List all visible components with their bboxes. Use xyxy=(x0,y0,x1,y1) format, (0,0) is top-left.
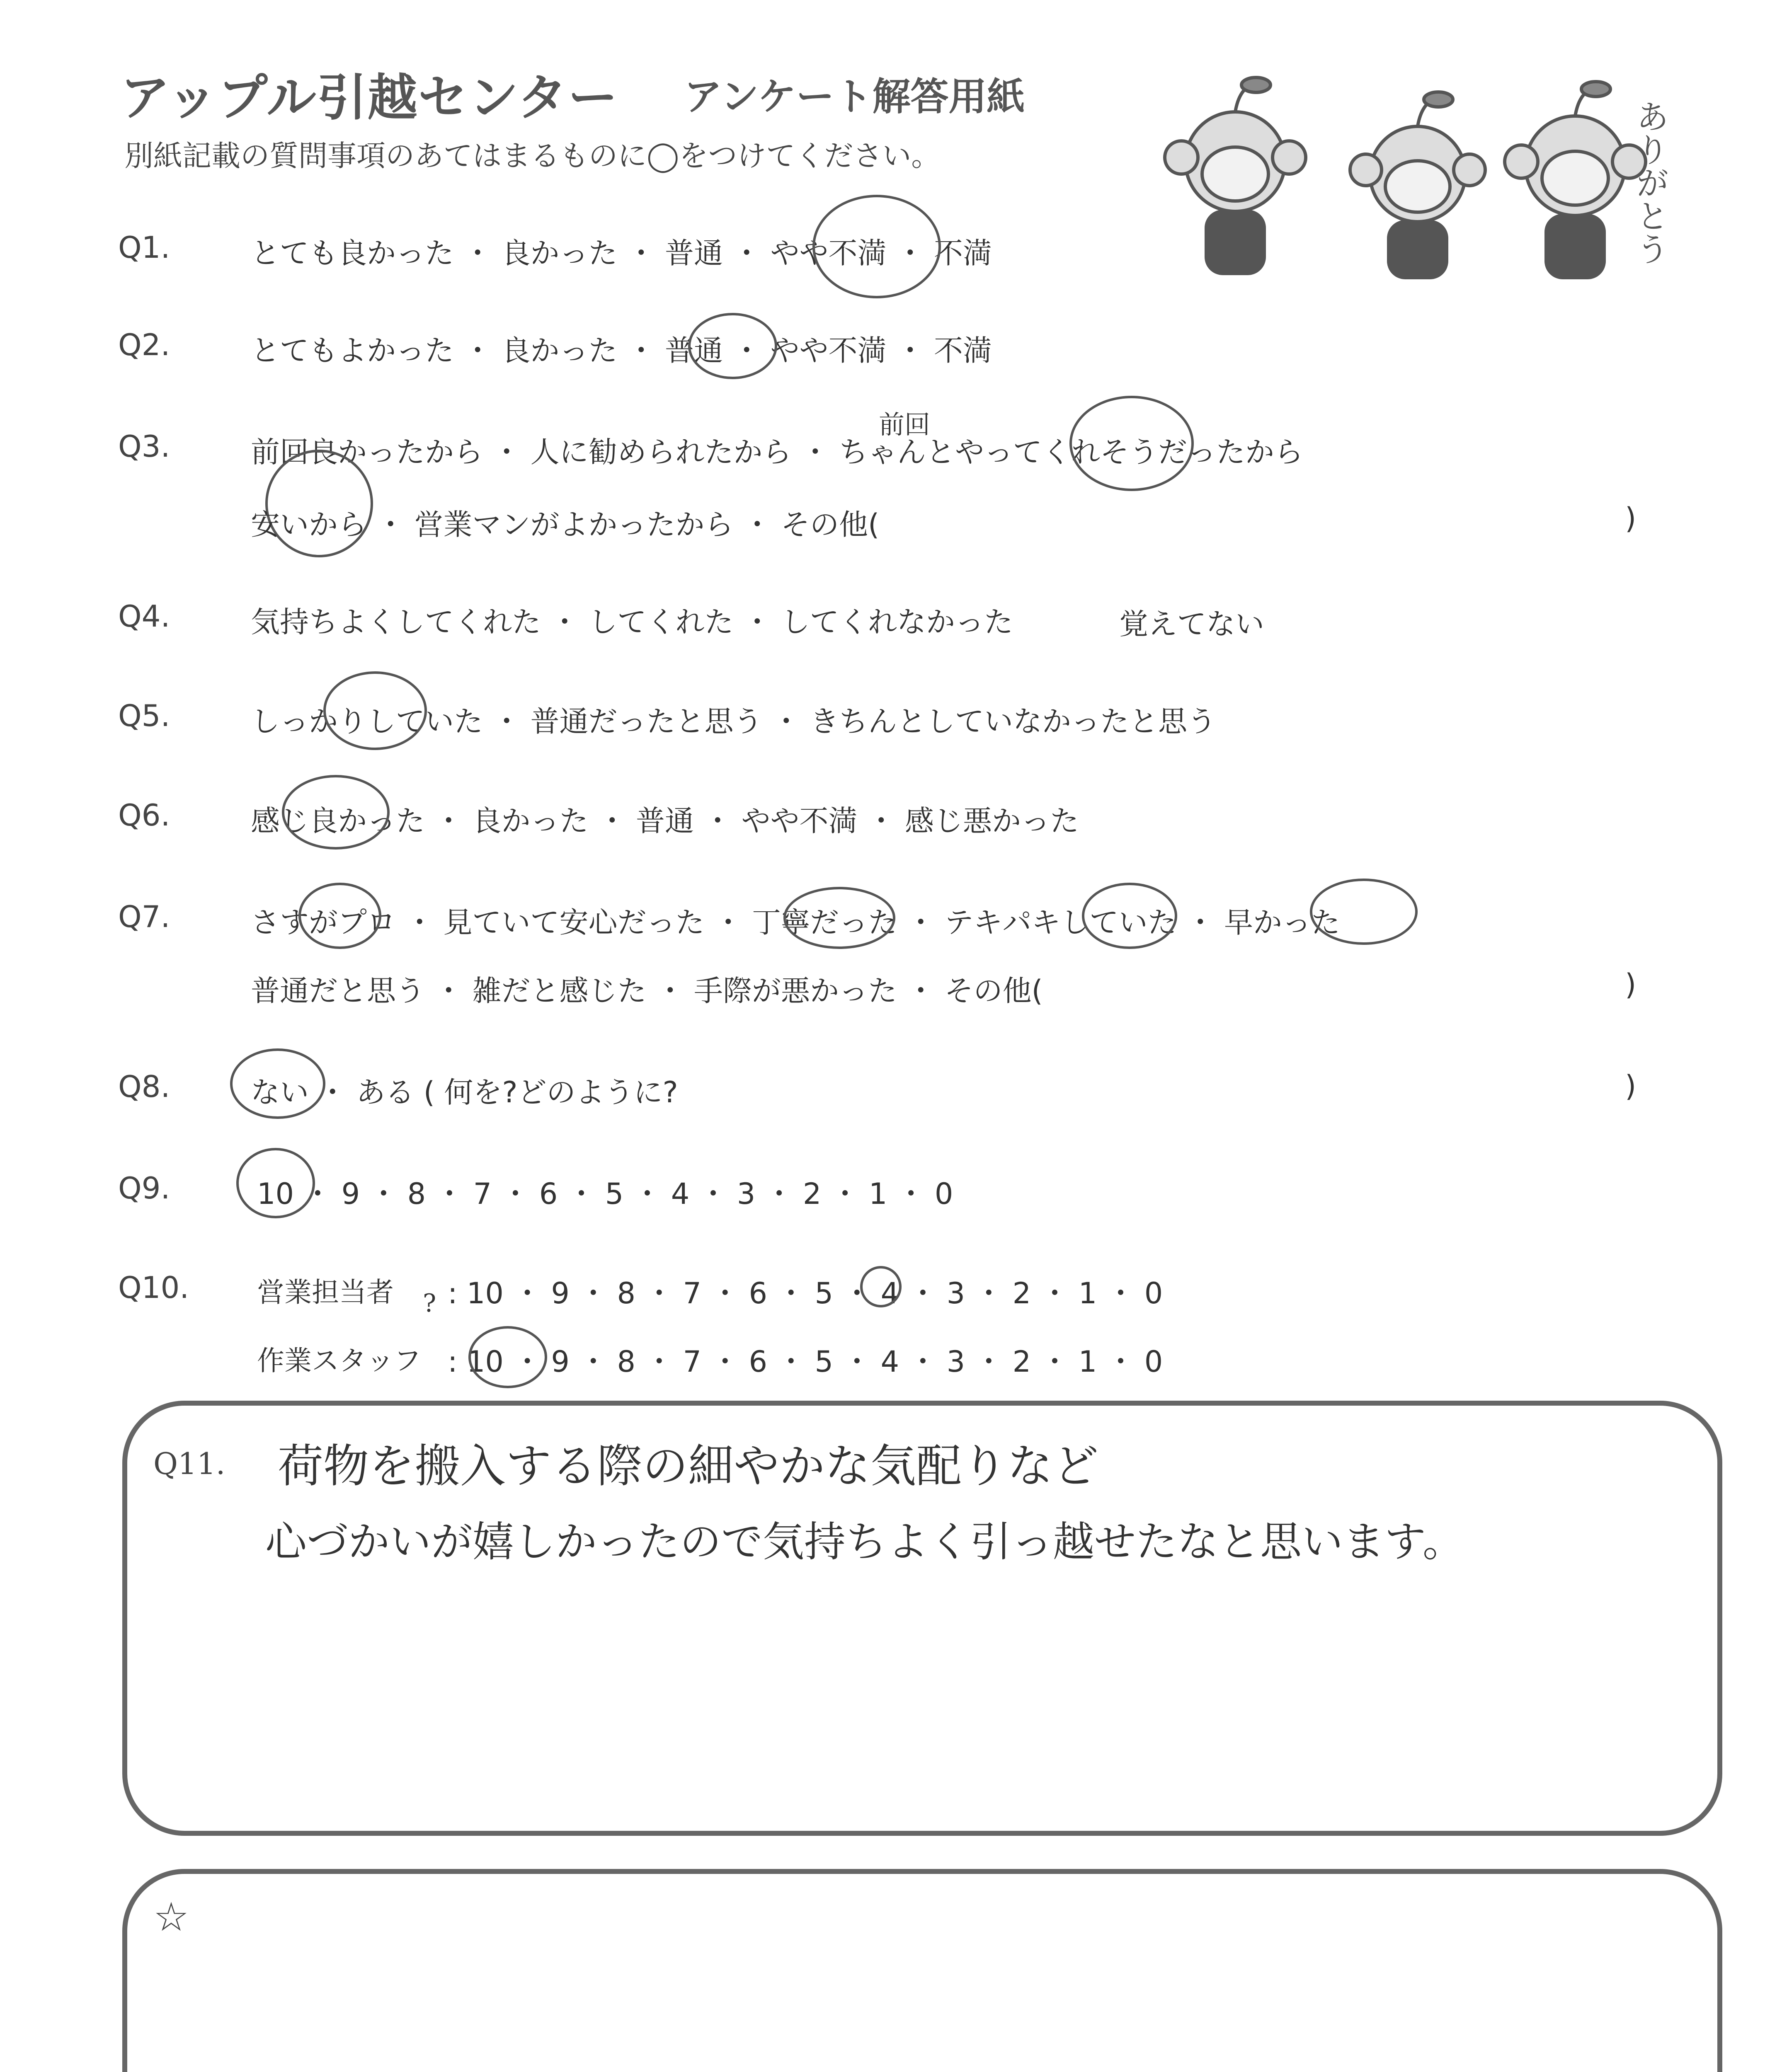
q3-handwritten-note: 前回 xyxy=(879,409,931,440)
q7-answer-circle-2 xyxy=(783,887,895,949)
q11-label: Q11. xyxy=(153,1446,225,1481)
free-comment-box xyxy=(122,1869,1722,2072)
mascot-illustration xyxy=(1152,58,1700,282)
q7-answer-circle-3 xyxy=(1082,883,1177,949)
q3-label: Q3. xyxy=(118,429,170,464)
mascot-text: ありがとう xyxy=(1630,99,1669,265)
q3-answer-circle-1 xyxy=(1069,396,1194,491)
q10-staff-label: 作業スタッフ xyxy=(257,1345,421,1377)
q4-options: 気持ちよくしてくれた ・ してくれた ・ してくれなかった xyxy=(251,605,1013,639)
q2-options: とてもよかった ・ 良かった ・ 普通 ・ やや不満 ・ 不満 xyxy=(251,334,992,368)
q8-label: Q8. xyxy=(118,1069,170,1104)
q7-options-line1: さすがプロ ・ 見ていて安心だった ・ 丁寧だった ・ テキパキしていた ・ 早かった xyxy=(251,905,1341,939)
q9-scale: 10 ・ 9 ・ 8 ・ 7 ・ 6 ・ 5 ・ 4 ・ 3 ・ 2 ・ 1 ・ 0 xyxy=(257,1177,953,1211)
q5-label: Q5. xyxy=(118,698,170,733)
q9-answer-circle xyxy=(236,1148,315,1218)
q7-options-line2: 普通だと思う ・ 雑だと感じた ・ 手際が悪かった ・ その他( xyxy=(251,974,1043,1008)
q2-label: Q2. xyxy=(118,327,170,362)
q10-handwritten-mark: ? xyxy=(423,1289,436,1318)
q8-options: ない ・ ある ( 何を?どのように? xyxy=(251,1075,678,1109)
q10-sales-label: 営業担当者 xyxy=(257,1276,394,1308)
q4-label: Q4. xyxy=(118,599,170,634)
q7-answer-circle-4 xyxy=(1310,879,1418,945)
q10-staff-answer-circle xyxy=(468,1326,547,1388)
q6-options: 感じ良かった ・ 良かった ・ 普通 ・ やや不満 ・ 感じ悪かった xyxy=(251,804,1079,838)
q3-options-line1: 前回良かったから ・ 人に勧められたから ・ ちゃんとやってくれそうだったから xyxy=(251,435,1304,469)
q5-options: しっかりしていた ・ 普通だったと思う ・ きちんとしていなかったと思う xyxy=(251,704,1217,738)
q1-answer-circle xyxy=(812,195,941,298)
q3-options-line2: 安いから ・ 営業マンがよかったから ・ その他( xyxy=(251,508,880,542)
q4-handwritten-note: 覚えてない xyxy=(1119,607,1264,641)
q1-options: とても良かった ・ 良かった ・ 普通 ・ やや不満 ・ 不満 xyxy=(251,236,992,270)
q10-sales-answer-circle xyxy=(860,1266,902,1307)
q10-sales-scale: : 10 ・ 9 ・ 8 ・ 7 ・ 6 ・ 5 ・ 4 ・ 3 ・ 2 ・ 1 ・ 0 xyxy=(448,1276,1163,1310)
q7-answer-circle-1 xyxy=(298,883,381,949)
q7-close-paren: ) xyxy=(1625,968,1637,1002)
form-title: アップル引越センター xyxy=(120,69,618,127)
q6-answer-circle xyxy=(282,775,390,850)
q8-close-paren: ) xyxy=(1625,1069,1637,1103)
q9-label: Q9. xyxy=(118,1171,170,1205)
q1-label: Q1. xyxy=(118,230,170,265)
q3-close-paren: ) xyxy=(1625,501,1637,535)
instruction-text: 別紙記載の質問事項のあてはまるものに◯をつけてください。 xyxy=(124,139,941,173)
q10-label: Q10. xyxy=(118,1270,189,1305)
q7-label: Q7. xyxy=(118,899,170,934)
form-subtitle: アンケート解答用紙 xyxy=(684,75,1025,119)
q5-answer-circle xyxy=(323,671,427,750)
q8-answer-circle xyxy=(230,1048,325,1119)
q11-answer-line2: 心づかいが嬉しかったので気持ちよく引っ越せたなと思います。 xyxy=(265,1518,1464,1566)
q10-staff-scale: : 10 ・ 9 ・ 8 ・ 7 ・ 6 ・ 5 ・ 4 ・ 3 ・ 2 ・ 1 ・ 0 xyxy=(448,1345,1163,1379)
q2-answer-circle xyxy=(688,313,777,379)
q11-answer-line1: 荷物を搬入する際の細やかな気配りなど xyxy=(278,1440,1098,1493)
star-icon: ☆ xyxy=(153,1894,189,1940)
q6-label: Q6. xyxy=(118,798,170,833)
